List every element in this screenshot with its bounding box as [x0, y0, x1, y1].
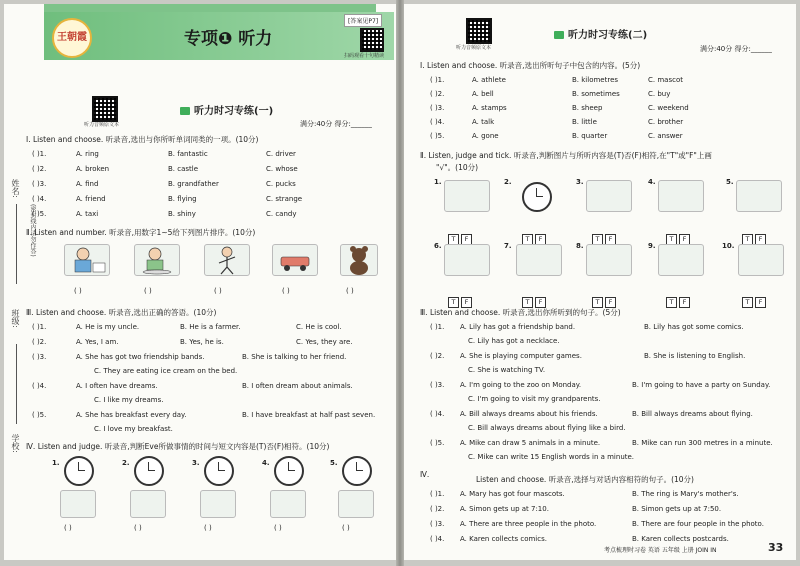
picture-item — [658, 180, 704, 212]
picture-item — [738, 244, 784, 276]
tf-pair — [448, 289, 474, 308]
option-b: B. The ring is Mary's mother's. — [632, 490, 739, 498]
picture-item — [516, 244, 562, 276]
item-number: 10. — [722, 242, 735, 250]
publisher-logo: 王朝霞 — [52, 18, 92, 58]
question-number[interactable]: ( )5. — [430, 439, 445, 447]
option-c: C. buy — [648, 90, 671, 98]
item-number: 7. — [504, 242, 512, 250]
tf-pair — [522, 289, 548, 308]
option-a: A. talk — [472, 118, 495, 126]
option-a: A. I often have dreams. — [76, 382, 158, 390]
picture-item — [736, 180, 782, 212]
question-number[interactable]: ( )2. — [430, 352, 445, 360]
section-3-heading: Ⅲ. Listen and choose. 听录音,选出正确的答语。(10分) — [26, 308, 217, 317]
option-a: A. gone — [472, 132, 499, 140]
qr-caption: 听力音频原文本 — [84, 122, 120, 128]
false-box[interactable]: F — [535, 234, 546, 245]
option-a: A. athlete — [472, 76, 506, 84]
item-number: 4. — [648, 178, 656, 186]
tf-pair — [666, 289, 692, 308]
option-c: C. driver — [266, 150, 296, 158]
option-a: A. find — [76, 180, 99, 188]
answer-blank[interactable]: ( ) — [74, 287, 82, 295]
option-c: C. I like my dreams. — [94, 396, 164, 404]
tf-pair — [592, 226, 618, 245]
option-c: C. pucks — [266, 180, 296, 188]
option-a: A. Bill always dreams about his friends. — [460, 410, 598, 418]
question-number[interactable]: ( )4. — [430, 118, 445, 126]
option-b: B. fantastic — [168, 150, 208, 158]
true-box[interactable]: T — [522, 234, 533, 245]
top-stripe — [44, 4, 376, 12]
option-a: A. He is my uncle. — [76, 323, 140, 331]
question-number[interactable]: ( )1. — [430, 490, 445, 498]
item-number: 4. — [262, 459, 270, 467]
option-a: A. Simon gets up at 7:10. — [460, 505, 549, 513]
section-3-heading: Ⅲ. Listen and choose. 听录音,选出你所听到的句子。(5分) — [420, 308, 621, 317]
seal-note: (密封线内请勿作答) — [29, 204, 36, 257]
question-number[interactable]: ( )5. — [32, 411, 47, 419]
option-a: A. bell — [472, 90, 494, 98]
item-number: 2. — [504, 178, 512, 186]
false-box[interactable]: F — [461, 234, 472, 245]
true-box[interactable]: T — [742, 297, 753, 308]
answer-blank[interactable]: ( ) — [274, 524, 282, 532]
qr-code-icon[interactable] — [360, 28, 384, 52]
answer-tag: [答案见P7] — [344, 14, 382, 27]
item-number: 9. — [648, 242, 656, 250]
picture-item — [444, 180, 490, 212]
option-b: B. grandfather — [168, 180, 219, 188]
book-spine — [396, 0, 404, 566]
answer-blank[interactable]: ( ) — [282, 287, 290, 295]
true-box[interactable]: T — [448, 234, 459, 245]
qr-code-icon[interactable] — [92, 96, 118, 122]
option-b: B. sheep — [572, 104, 603, 112]
question-number[interactable]: ( )4. — [32, 382, 47, 390]
item-number: 8. — [576, 242, 584, 250]
option-c: C. They are eating ice cream on the bed. — [94, 367, 238, 375]
practice-title: 听力时习专练(一) — [180, 102, 273, 117]
picture-activity — [200, 490, 236, 518]
false-box[interactable]: F — [755, 297, 766, 308]
right-page — [404, 4, 796, 560]
picture-activity — [270, 490, 306, 518]
qr-caption: 听力音频原文本 — [456, 45, 492, 51]
option-c: C. weekend — [648, 104, 689, 112]
question-number[interactable]: ( )5. — [32, 210, 47, 218]
question-number[interactable]: ( )2. — [430, 505, 445, 513]
section-4-number: Ⅳ. — [420, 470, 430, 479]
true-box[interactable]: T — [522, 297, 533, 308]
score-line: 满分:40分 得分:______ — [700, 45, 772, 53]
question-number[interactable]: ( )1. — [32, 323, 47, 331]
question-number[interactable]: ( )5. — [430, 132, 445, 140]
option-c: C. I'm going to visit my grandparents. — [468, 395, 601, 403]
option-b: B. She is listening to English. — [644, 352, 746, 360]
option-b: B. I have breakfast at half past seven. — [242, 411, 376, 419]
section-2-heading-cont: "√"。(10分) — [436, 163, 479, 172]
true-box[interactable]: T — [448, 297, 459, 308]
option-a: A. Karen collects comics. — [460, 535, 547, 543]
item-number: 5. — [726, 178, 734, 186]
option-a: A. stamps — [472, 104, 507, 112]
picture-item — [586, 180, 632, 212]
option-c: C. Yes, they are. — [296, 338, 353, 346]
picture-teacher — [64, 244, 110, 276]
option-a: A. She has got two friendship bands. — [76, 353, 205, 361]
true-box[interactable]: T — [592, 234, 603, 245]
clock-icon — [204, 456, 234, 486]
list-icon — [180, 107, 190, 115]
option-c: C. answer — [648, 132, 683, 140]
picture-activity — [338, 490, 374, 518]
false-box[interactable]: F — [755, 234, 766, 245]
page-number: 33 — [768, 541, 784, 554]
true-box[interactable]: T — [592, 297, 603, 308]
score-line: 满分:40分 得分:______ — [300, 120, 372, 128]
question-number[interactable]: ( )3. — [32, 180, 47, 188]
option-b: B. kilometres — [572, 76, 619, 84]
section-2-heading: Ⅱ. Listen, judge and tick. 听录音,判断图片与所听内容是(T)否(F)相符,在"T"或"F"上画 — [420, 151, 712, 160]
option-b: B. Karen collects postcards. — [632, 535, 729, 543]
option-b: B. little — [572, 118, 597, 126]
picture-item — [658, 244, 704, 276]
option-a: A. ring — [76, 150, 99, 158]
question-number[interactable]: ( )3. — [32, 353, 47, 361]
section-2-heading: Ⅱ. Listen and number. 听录音,用数字1~5给下列图片排序。(10分) — [26, 228, 256, 237]
option-a: A. She has breakfast every day. — [76, 411, 187, 419]
question-number[interactable]: ( )1. — [32, 150, 47, 158]
class-line — [16, 344, 17, 424]
qr-code-icon[interactable] — [466, 18, 492, 44]
item-number: 2. — [122, 459, 130, 467]
false-box[interactable]: F — [679, 234, 690, 245]
option-b: B. Yes, he is. — [180, 338, 224, 346]
option-b: B. Bill always dreams about flying. — [632, 410, 753, 418]
option-c: C. Lily has got a necklace. — [468, 337, 560, 345]
true-box[interactable]: T — [742, 234, 753, 245]
school-label: 学校: — [11, 434, 20, 453]
picture-teddy-bear — [340, 244, 378, 276]
picture-toy-car — [272, 244, 318, 276]
item-number: 6. — [434, 242, 442, 250]
answer-blank[interactable]: ( ) — [346, 287, 354, 295]
option-b: B. Simon gets up at 7:50. — [632, 505, 722, 513]
true-box[interactable]: T — [666, 297, 677, 308]
question-number[interactable]: ( )3. — [430, 104, 445, 112]
answer-blank[interactable]: ( ) — [342, 524, 350, 532]
clock-icon — [274, 456, 304, 486]
question-number[interactable]: ( )1. — [430, 323, 445, 331]
question-number[interactable]: ( )2. — [32, 165, 47, 173]
tf-pair — [448, 226, 474, 245]
tf-pair — [522, 226, 548, 245]
answer-blank[interactable]: ( ) — [204, 524, 212, 532]
true-box[interactable]: T — [666, 234, 677, 245]
item-number: 5. — [330, 459, 338, 467]
left-page — [4, 4, 396, 560]
option-b: B. quarter — [572, 132, 608, 140]
option-a: A. She is playing computer games. — [460, 352, 582, 360]
clock-icon — [522, 182, 552, 212]
tf-pair — [592, 289, 618, 308]
page-footer: 考点梳理时习卷 英语 五年级 上册 JOIN IN — [604, 547, 717, 554]
option-b: B. Lily has got some comics. — [644, 323, 744, 331]
option-b: B. Mike can run 300 metres in a minute. — [632, 439, 773, 447]
question-number[interactable]: ( )4. — [32, 195, 47, 203]
item-number: 3. — [576, 178, 584, 186]
item-number: 1. — [434, 178, 442, 186]
name-line — [16, 204, 17, 284]
option-c: C. candy — [266, 210, 297, 218]
clock-icon — [134, 456, 164, 486]
answer-blank[interactable]: ( ) — [214, 287, 222, 295]
picture-item — [444, 244, 490, 276]
option-c: C. whose — [266, 165, 298, 173]
tf-pair — [742, 289, 768, 308]
class-label: 班级: — [11, 309, 20, 328]
option-a: A. broken — [76, 165, 110, 173]
answer-blank[interactable]: ( ) — [134, 524, 142, 532]
section-1-heading: Ⅰ. Listen and choose. 听录音,选出所听句子中包含的内容。(5分) — [420, 61, 641, 70]
qr-caption: 扫码观看十句精读 — [344, 53, 385, 59]
question-number[interactable]: ( )4. — [430, 535, 445, 543]
picture-activity — [60, 490, 96, 518]
item-number: 3. — [192, 459, 200, 467]
option-c: C. I love my breakfast. — [94, 425, 173, 433]
clock-icon — [64, 456, 94, 486]
false-box[interactable]: F — [605, 234, 616, 245]
option-c: C. Bill always dreams about flying like a bird. — [468, 424, 626, 432]
option-b: B. She is talking to her friend. — [242, 353, 347, 361]
section-1-heading: Ⅰ. Listen and choose. 听录音,选出与你所听单词同类的一项。(10分) — [26, 135, 259, 144]
section-4-heading: Listen and choose. 听录音,选择与对话内容相符的句子。(10分) — [476, 475, 694, 484]
banner-title: 专项❶ 听力 — [184, 29, 273, 49]
option-a: A. There are three people in the photo. — [460, 520, 597, 528]
option-c: C. strange — [266, 195, 303, 203]
option-c: C. brother — [648, 118, 684, 126]
option-b: B. sometimes — [572, 90, 620, 98]
tf-pair — [742, 226, 768, 245]
option-a: A. Lily has got a friendship band. — [460, 323, 576, 331]
item-number: 1. — [52, 459, 60, 467]
question-number[interactable]: ( )1. — [430, 76, 445, 84]
answer-blank[interactable]: ( ) — [144, 287, 152, 295]
option-a: A. Mike can draw 5 animals in a minute. — [460, 439, 601, 447]
question-number[interactable]: ( )4. — [430, 410, 445, 418]
false-box[interactable]: F — [679, 297, 690, 308]
false-box[interactable]: F — [535, 297, 546, 308]
option-c: C. mascot — [648, 76, 683, 84]
option-a: A. Mary has got four mascots. — [460, 490, 565, 498]
option-b: B. I often dream about animals. — [242, 382, 353, 390]
picture-activity — [130, 490, 166, 518]
question-number[interactable]: ( )2. — [32, 338, 47, 346]
option-c: C. She is watching TV. — [468, 366, 546, 374]
option-b: B. flying — [168, 195, 197, 203]
clock-icon — [342, 456, 372, 486]
answer-blank[interactable]: ( ) — [64, 524, 72, 532]
picture-item — [586, 244, 632, 276]
option-b: B. I'm going to have a party on Sunday. — [632, 381, 771, 389]
section-4-heading: Ⅳ. Listen and judge. 听录音,判断Eve所做事情的时间与短文内容是(T)否(F)相符。(10分) — [26, 442, 330, 451]
list-icon — [554, 31, 564, 39]
section-banner — [44, 12, 394, 60]
practice-title: 听力时习专练(二) — [554, 26, 647, 41]
option-b: B. There are four people in the photo. — [632, 520, 764, 528]
picture-boy-eating — [134, 244, 180, 276]
question-number[interactable]: ( )3. — [430, 381, 445, 389]
question-number[interactable]: ( )2. — [430, 90, 445, 98]
tf-pair — [666, 226, 692, 245]
false-box[interactable]: F — [605, 297, 616, 308]
option-a: A. Yes, I am. — [76, 338, 119, 346]
name-label: 姓名: — [11, 179, 20, 198]
false-box[interactable]: F — [461, 297, 472, 308]
picture-boy-running — [204, 244, 250, 276]
option-a: A. I'm going to the zoo on Monday. — [460, 381, 582, 389]
option-b: B. castle — [168, 165, 199, 173]
option-b: B. shiny — [168, 210, 196, 218]
option-a: A. friend — [76, 195, 106, 203]
question-number[interactable]: ( )3. — [430, 520, 445, 528]
option-c: C. Mike can write 15 English words in a minute. — [468, 453, 635, 461]
option-a: A. taxi — [76, 210, 99, 218]
option-c: C. He is cool. — [296, 323, 342, 331]
option-b: B. He is a farmer. — [180, 323, 241, 331]
